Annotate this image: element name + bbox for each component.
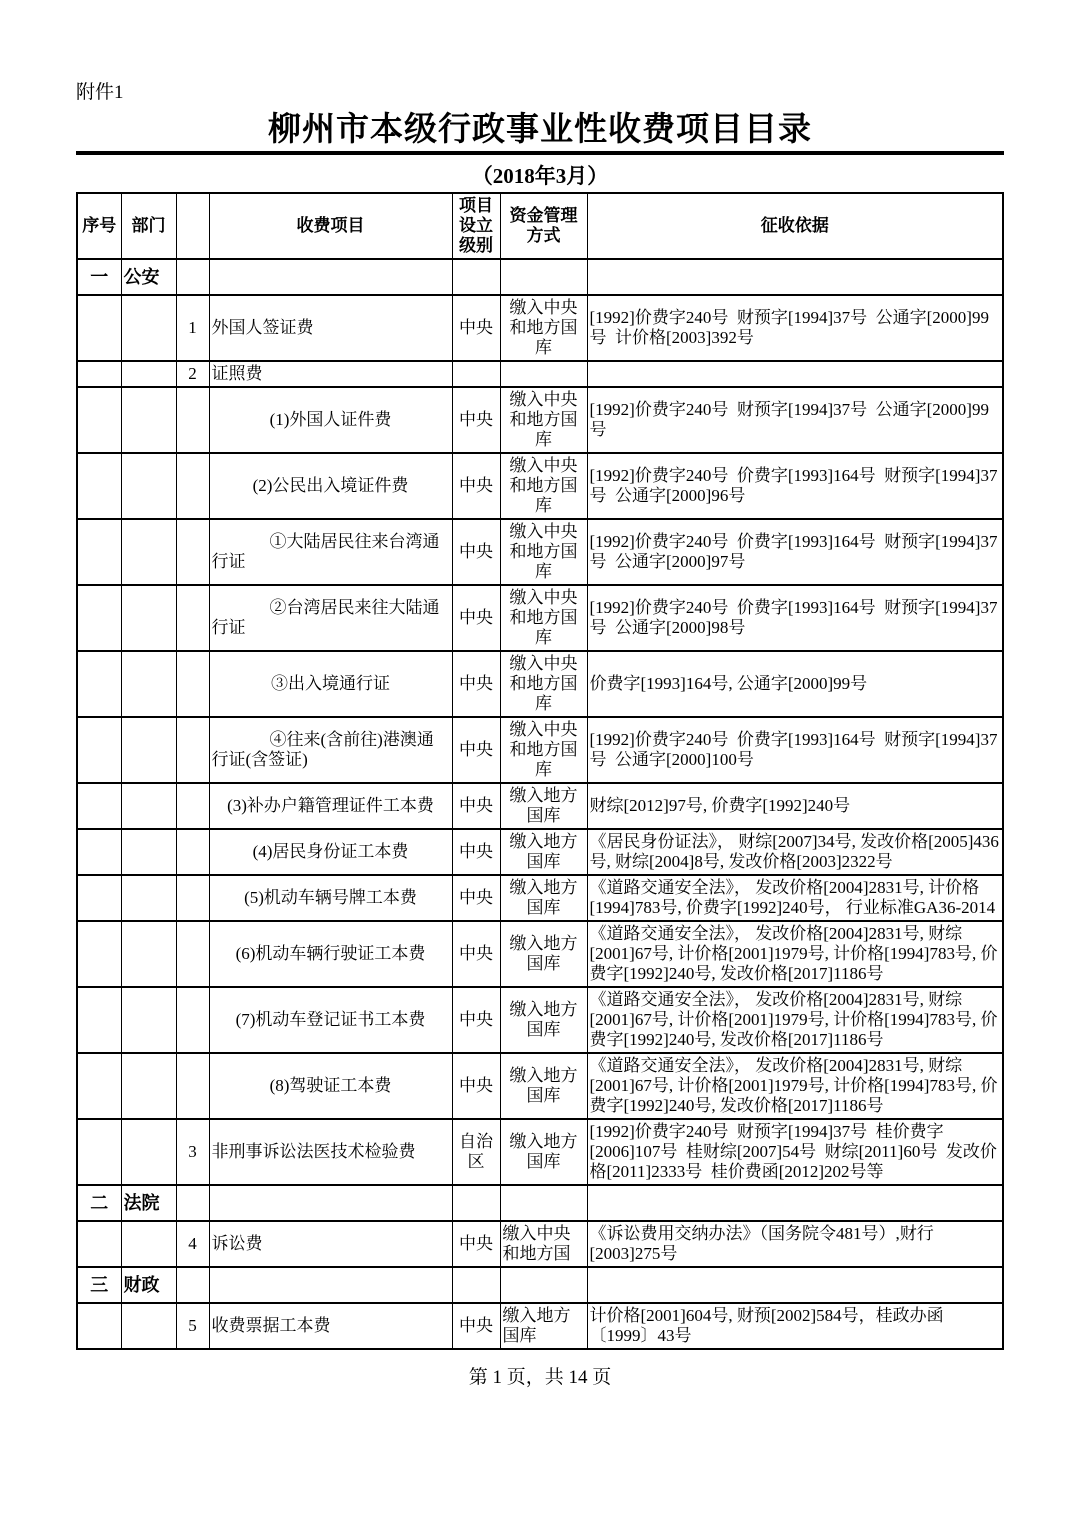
department-cell: 财政 bbox=[121, 1267, 176, 1303]
fee-name-cell: 外国人签证费 bbox=[209, 295, 452, 361]
serial-cell bbox=[77, 585, 121, 651]
fee-row bbox=[77, 1221, 1003, 1267]
basis-cell: [1992]价费字240号 财预字[1994]37号 公通字[2000]99号 计价格[2003]392号 bbox=[587, 295, 1003, 361]
fee-name-cell: (1)外国人证件费 bbox=[209, 387, 452, 453]
level-cell: 中央 bbox=[452, 651, 500, 717]
fee-row bbox=[77, 651, 1003, 717]
basis-cell: [1992]价费字240号 价费字[1993]164号 财预字[1994]37号 公通字[2000]96号 bbox=[587, 453, 1003, 519]
sub-serial-cell bbox=[176, 453, 209, 519]
basis-cell: 财综[2012]97号, 价费字[1992]240号 bbox=[587, 783, 1003, 829]
fee-row bbox=[77, 783, 1003, 829]
sub-serial-cell bbox=[176, 921, 209, 987]
level-cell: 中央 bbox=[452, 387, 500, 453]
fee-row bbox=[77, 875, 1003, 921]
fee-name-cell: ②台湾居民来往大陆通行证 bbox=[209, 585, 452, 651]
serial-cell bbox=[77, 1053, 121, 1119]
department-cell bbox=[121, 361, 176, 387]
fee-name-cell: (8)驾驶证工本费 bbox=[209, 1053, 452, 1119]
fund-cell: 缴入中央和地方国库 bbox=[500, 295, 587, 361]
sub-serial-cell: 1 bbox=[176, 295, 209, 361]
department-cell bbox=[121, 987, 176, 1053]
level-cell bbox=[452, 361, 500, 387]
serial-cell: 三 bbox=[77, 1267, 121, 1303]
serial-cell bbox=[77, 987, 121, 1053]
fee-name-cell: 诉讼费 bbox=[209, 1221, 452, 1267]
fee-name-cell: (3)补办户籍管理证件工本费 bbox=[209, 783, 452, 829]
serial-cell bbox=[77, 783, 121, 829]
fee-name-cell: ①大陆居民往来台湾通行证 bbox=[209, 519, 452, 585]
sub-serial-cell: 5 bbox=[176, 1303, 209, 1349]
serial-cell bbox=[77, 361, 121, 387]
level-cell: 中央 bbox=[452, 295, 500, 361]
fund-cell: 缴入中央和地方国库 bbox=[500, 519, 587, 585]
department-cell bbox=[121, 651, 176, 717]
department-cell bbox=[121, 453, 176, 519]
fee-name-cell: (4)居民身份证工本费 bbox=[209, 829, 452, 875]
department-cell bbox=[121, 921, 176, 987]
level-cell: 中央 bbox=[452, 783, 500, 829]
fee-name-cell: (2)公民出入境证件费 bbox=[209, 453, 452, 519]
level-cell: 中央 bbox=[452, 453, 500, 519]
fee-name-cell: ③出入境通行证 bbox=[209, 651, 452, 717]
fund-cell: 缴入中央和地方国 bbox=[500, 1221, 587, 1267]
fund-cell: 缴入地方国库 bbox=[500, 829, 587, 875]
fee-row bbox=[77, 585, 1003, 651]
table-header-row bbox=[77, 193, 1003, 259]
fee-row bbox=[77, 453, 1003, 519]
fee-name-cell bbox=[209, 1185, 452, 1221]
department-cell bbox=[121, 585, 176, 651]
fee-row bbox=[77, 717, 1003, 783]
basis-cell: 《道路交通安全法》， 发改价格[2004]2831号, 财综[2001]67号, 计价格[2001]1979号, 计价格[1994]783号, 价费字[1992]240号, 发改价格[2017]1186号 bbox=[587, 1053, 1003, 1119]
basis-cell: [1992]价费字240号 价费字[1993]164号 财预字[1994]37号 公通字[2000]97号 bbox=[587, 519, 1003, 585]
page-indicator: 第 1 页，共 14 页 bbox=[468, 1367, 612, 1388]
fee-name-cell: 非刑事诉讼法医技术检验费 bbox=[209, 1119, 452, 1185]
department-cell bbox=[121, 1303, 176, 1349]
department-cell bbox=[121, 829, 176, 875]
header-department: 部门 bbox=[121, 193, 176, 259]
basis-cell: 《道路交通安全法》， 发改价格[2004]2831号, 计价格[1994]783号, 价费字[1992]240号， 行业标准GA36-2014 bbox=[587, 875, 1003, 921]
fund-cell: 缴入地方国库 bbox=[500, 1303, 587, 1349]
fund-cell: 缴入地方国库 bbox=[500, 921, 587, 987]
department-cell bbox=[121, 875, 176, 921]
fee-row bbox=[77, 387, 1003, 453]
level-cell: 中央 bbox=[452, 1053, 500, 1119]
serial-cell bbox=[77, 829, 121, 875]
serial-cell bbox=[77, 453, 121, 519]
level-cell: 中央 bbox=[452, 921, 500, 987]
fund-cell bbox=[500, 259, 587, 295]
level-cell: 中央 bbox=[452, 1221, 500, 1267]
basis-cell: [1992]价费字240号 财预字[1994]37号 桂价费字[2006]107号 桂财综[2007]54号 财综[2011]60号 发改价格[2011]2333号 桂价费函[2012]202号等 bbox=[587, 1119, 1003, 1185]
basis-cell: 《道路交通安全法》， 发改价格[2004]2831号, 财综[2001]67号, 计价格[2001]1979号, 计价格[1994]783号, 价费字[1992]240号, 发改价格[2017]1186号 bbox=[587, 921, 1003, 987]
level-cell: 中央 bbox=[452, 717, 500, 783]
header-level: 项目设立级别 bbox=[452, 193, 500, 259]
basis-cell: 《居民身份证法》， 财综[2007]34号, 发改价格[2005]436号, 财综[2004]8号, 发改价格[2003]2322号 bbox=[587, 829, 1003, 875]
level-cell bbox=[452, 1267, 500, 1303]
fee-name-cell bbox=[209, 1267, 452, 1303]
basis-cell bbox=[587, 1267, 1003, 1303]
fee-row bbox=[77, 295, 1003, 361]
serial-cell bbox=[77, 295, 121, 361]
sub-serial-cell bbox=[176, 829, 209, 875]
level-cell: 中央 bbox=[452, 519, 500, 585]
department-cell bbox=[121, 387, 176, 453]
sub-serial-cell bbox=[176, 1053, 209, 1119]
fund-cell bbox=[500, 1185, 587, 1221]
fund-cell: 缴入地方国库 bbox=[500, 1053, 587, 1119]
serial-cell bbox=[77, 387, 121, 453]
department-cell bbox=[121, 295, 176, 361]
attachment-label: 附件1 bbox=[76, 82, 124, 103]
basis-cell bbox=[587, 1185, 1003, 1221]
fee-row bbox=[77, 1303, 1003, 1349]
fee-row bbox=[77, 1053, 1003, 1119]
basis-cell: [1992]价费字240号 价费字[1993]164号 财预字[1994]37号 公通字[2000]100号 bbox=[587, 717, 1003, 783]
fee-row bbox=[77, 361, 1003, 387]
fund-cell: 缴入中央和地方国库 bbox=[500, 453, 587, 519]
serial-cell: 二 bbox=[77, 1185, 121, 1221]
section-row bbox=[77, 1185, 1003, 1221]
serial-cell: 一 bbox=[77, 259, 121, 295]
fund-cell: 缴入中央和地方国库 bbox=[500, 585, 587, 651]
basis-cell: [1992]价费字240号 财预字[1994]37号 公通字[2000]99号 bbox=[587, 387, 1003, 453]
header-serial: 序号 bbox=[77, 193, 121, 259]
section-row bbox=[77, 259, 1003, 295]
basis-cell bbox=[587, 259, 1003, 295]
serial-cell bbox=[77, 1221, 121, 1267]
department-cell bbox=[121, 783, 176, 829]
fee-row bbox=[77, 519, 1003, 585]
fee-name-cell: (5)机动车辆号牌工本费 bbox=[209, 875, 452, 921]
fee-name-cell: (6)机动车辆行驶证工本费 bbox=[209, 921, 452, 987]
sub-serial-cell bbox=[176, 1267, 209, 1303]
page-title: 柳州市本级行政事业性收费项目目录 bbox=[268, 110, 812, 147]
serial-cell bbox=[77, 651, 121, 717]
fee-name-cell bbox=[209, 259, 452, 295]
sub-serial-cell bbox=[176, 987, 209, 1053]
department-cell bbox=[121, 1053, 176, 1119]
fund-cell: 缴入地方国库 bbox=[500, 1119, 587, 1185]
serial-cell bbox=[77, 921, 121, 987]
sub-serial-cell bbox=[176, 519, 209, 585]
level-cell: 中央 bbox=[452, 1303, 500, 1349]
sub-serial-cell: 4 bbox=[176, 1221, 209, 1267]
level-cell bbox=[452, 259, 500, 295]
fund-cell: 缴入地方国库 bbox=[500, 987, 587, 1053]
sub-serial-cell bbox=[176, 717, 209, 783]
basis-cell: 计价格[2001]604号, 财预[2002]584号，桂政办函〔1999〕43号 bbox=[587, 1303, 1003, 1349]
serial-cell bbox=[77, 717, 121, 783]
sub-serial-cell: 2 bbox=[176, 361, 209, 387]
sub-serial-cell bbox=[176, 387, 209, 453]
basis-cell bbox=[587, 361, 1003, 387]
fee-table-body bbox=[77, 259, 1003, 1349]
fee-name-cell: ④往来(含前往)港澳通行证(含签证) bbox=[209, 717, 452, 783]
fee-name-cell: 证照费 bbox=[209, 361, 452, 387]
level-cell: 中央 bbox=[452, 987, 500, 1053]
fund-cell: 缴入中央和地方国库 bbox=[500, 651, 587, 717]
department-cell bbox=[121, 519, 176, 585]
fund-cell: 缴入地方国库 bbox=[500, 783, 587, 829]
fee-table bbox=[76, 192, 1004, 1350]
fee-row bbox=[77, 987, 1003, 1053]
level-cell: 中央 bbox=[452, 585, 500, 651]
sub-serial-cell bbox=[176, 1185, 209, 1221]
sub-serial-cell bbox=[176, 259, 209, 295]
header-sub-serial bbox=[176, 193, 209, 259]
level-cell bbox=[452, 1185, 500, 1221]
sub-serial-cell bbox=[176, 585, 209, 651]
fund-cell: 缴入中央和地方国库 bbox=[500, 717, 587, 783]
fee-row bbox=[77, 921, 1003, 987]
fund-cell: 缴入中央和地方国库 bbox=[500, 387, 587, 453]
sub-serial-cell bbox=[176, 875, 209, 921]
basis-cell: 《道路交通安全法》， 发改价格[2004]2831号, 财综[2001]67号, 计价格[2001]1979号, 计价格[1994]783号, 价费字[1992]240号, 发改价格[2017]1186号 bbox=[587, 987, 1003, 1053]
basis-cell: 价费字[1993]164号, 公通字[2000]99号 bbox=[587, 651, 1003, 717]
header-basis: 征收依据 bbox=[587, 193, 1003, 259]
serial-cell bbox=[77, 875, 121, 921]
page-content bbox=[76, 0, 1004, 1390]
sub-serial-cell bbox=[176, 651, 209, 717]
fund-cell bbox=[500, 1267, 587, 1303]
department-cell bbox=[121, 1221, 176, 1267]
title-underline bbox=[76, 151, 1004, 155]
header-item: 收费项目 bbox=[209, 193, 452, 259]
level-cell: 中央 bbox=[452, 829, 500, 875]
serial-cell bbox=[77, 1303, 121, 1349]
fee-row bbox=[77, 1119, 1003, 1185]
fund-cell bbox=[500, 361, 587, 387]
department-cell: 法院 bbox=[121, 1185, 176, 1221]
fund-cell: 缴入地方国库 bbox=[500, 875, 587, 921]
page-subtitle: （2018年3月） bbox=[471, 164, 609, 188]
fee-name-cell: (7)机动车登记证书工本费 bbox=[209, 987, 452, 1053]
basis-cell: 《诉讼费用交纳办法》（国务院令481号）,财行[2003]275号 bbox=[587, 1221, 1003, 1267]
sub-serial-cell: 3 bbox=[176, 1119, 209, 1185]
section-row bbox=[77, 1267, 1003, 1303]
department-cell: 公安 bbox=[121, 259, 176, 295]
header-fund: 资金管理方式 bbox=[500, 193, 587, 259]
serial-cell bbox=[77, 519, 121, 585]
basis-cell: [1992]价费字240号 价费字[1993]164号 财预字[1994]37号 公通字[2000]98号 bbox=[587, 585, 1003, 651]
sub-serial-cell bbox=[176, 783, 209, 829]
department-cell bbox=[121, 717, 176, 783]
level-cell: 中央 bbox=[452, 875, 500, 921]
level-cell: 自治区 bbox=[452, 1119, 500, 1185]
department-cell bbox=[121, 1119, 176, 1185]
serial-cell bbox=[77, 1119, 121, 1185]
fee-row bbox=[77, 829, 1003, 875]
fee-name-cell: 收费票据工本费 bbox=[209, 1303, 452, 1349]
